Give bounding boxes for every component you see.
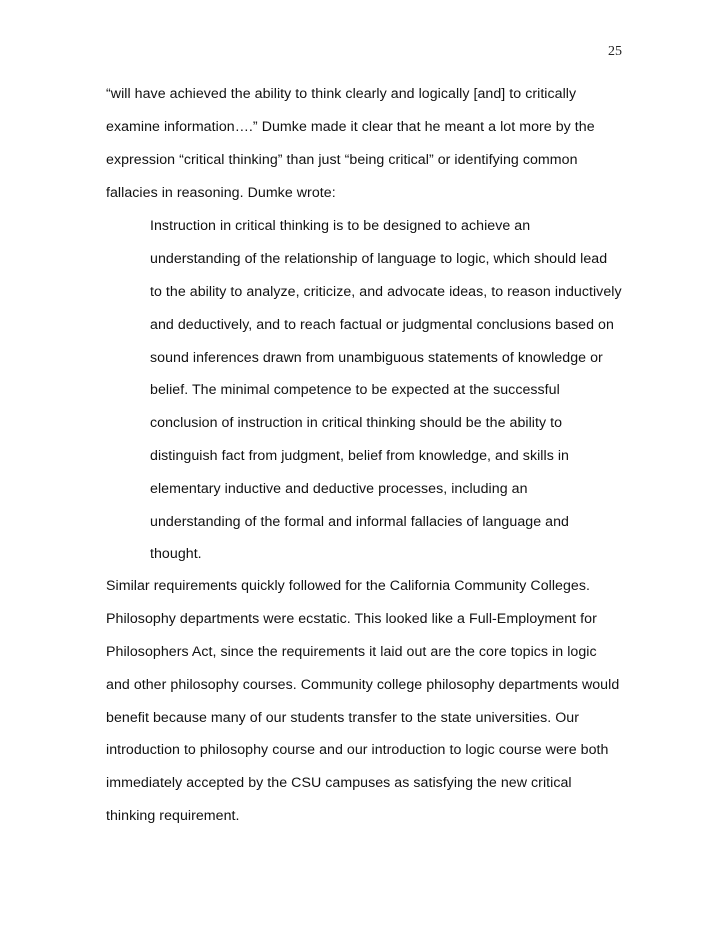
paragraph-line: and other philosophy courses. Community college philosophy departments would xyxy=(106,677,620,693)
page-number: 25 xyxy=(608,44,622,59)
block-quote-line: distinguish fact from judgment, belief from knowledge, and skills in xyxy=(150,448,569,464)
paragraph-line: expression “critical thinking” than just “being critical” or identifying common xyxy=(106,152,578,168)
block-quote-line: and deductively, and to reach factual or judgmental conclusions based on xyxy=(150,317,614,333)
block-quote-line: sound inferences drawn from unambiguous statements of knowledge or xyxy=(150,350,603,366)
block-quote-line: to the ability to analyze, criticize, and advocate ideas, to reason inductively xyxy=(150,284,622,300)
paragraph-line: examine information….” Dumke made it clear that he meant a lot more by the xyxy=(106,119,595,135)
block-quote-line: Instruction in critical thinking is to be designed to achieve an xyxy=(150,218,531,234)
paragraph-line: fallacies in reasoning. Dumke wrote: xyxy=(106,185,336,201)
block-quote-line: belief. The minimal competence to be expected at the successful xyxy=(150,382,560,398)
block-quote-line: understanding of the relationship of language to logic, which should lead xyxy=(150,251,608,267)
paragraph-line: Philosophers Act, since the requirements it laid out are the core topics in logic xyxy=(106,644,597,660)
paragraph-line: Similar requirements quickly followed for the California Community Colleges. xyxy=(106,578,590,594)
paragraph-line: immediately accepted by the CSU campuses as satisfying the new critical xyxy=(106,775,572,791)
paragraph-line: “will have achieved the ability to think clearly and logically [and] to critically xyxy=(106,86,577,102)
paragraph-line: thinking requirement. xyxy=(106,808,240,824)
paragraph-line: introduction to philosophy course and our introduction to logic course were both xyxy=(106,742,609,758)
block-quote-line: conclusion of instruction in critical thinking should be the ability to xyxy=(150,415,563,431)
block-quote-line: understanding of the formal and informal fallacies of language and xyxy=(150,514,569,530)
block-quote-line: elementary inductive and deductive processes, including an xyxy=(150,481,528,497)
paragraph-line: Philosophy departments were ecstatic. This looked like a Full-Employment for xyxy=(106,611,597,627)
paragraph-line: benefit because many of our students transfer to the state universities. Our xyxy=(106,710,580,726)
block-quote-line: thought. xyxy=(150,546,202,562)
